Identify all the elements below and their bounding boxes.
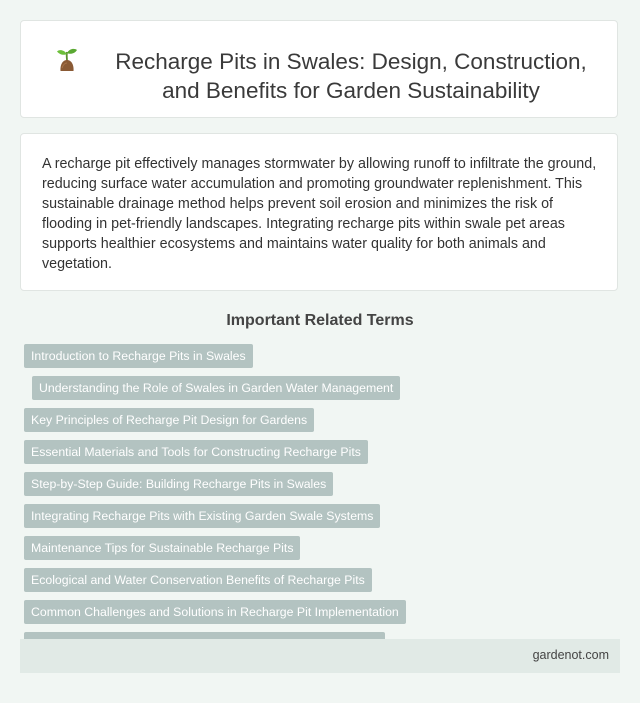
term-tag[interactable]: Key Principles of Recharge Pit Design for Gardens: [24, 408, 314, 432]
term-tag[interactable]: Essential Materials and Tools for Constructing Recharge Pits: [24, 440, 368, 464]
page-title: Recharge Pits in Swales: Design, Construction, and Benefits for Garden Sustainability: [115, 49, 587, 103]
term-tag[interactable]: Integrating Recharge Pits with Existing Garden Swale Systems: [24, 504, 380, 528]
sprout-icon: [54, 46, 80, 72]
term-tag[interactable]: Ecological and Water Conservation Benefits of Recharge Pits: [24, 568, 372, 592]
term-tag[interactable]: Common Challenges and Solutions in Recharge Pit Implementation: [24, 600, 406, 624]
footer: [20, 639, 620, 673]
term-tag[interactable]: Step-by-Step Guide: Building Recharge Pits in Swales: [24, 472, 333, 496]
title-card: [20, 20, 618, 118]
related-terms-heading: Important Related Terms: [226, 312, 414, 329]
intro-paragraph: A recharge pit effectively manages stormwater by allowing runoff to infiltrate the ground, reducing surface water accumulation and promoting groundwater replenishment. This sustainable drainage method helps prevent soil erosion and minimizes the risk of flooding in pet-friendly landscapes. Integrating recharge pits within swale pet areas supports healthier ecosystems and maintains water quality for both animals and vegetation.: [42, 156, 597, 272]
related-terms-list: [24, 344, 624, 664]
term-tag[interactable]: Maintenance Tips for Sustainable Recharge Pits: [24, 536, 300, 560]
intro-card: [20, 133, 618, 291]
term-tag[interactable]: Understanding the Role of Swales in Garden Water Management: [32, 376, 400, 400]
footer-site-link[interactable]: gardenot.com: [532, 648, 609, 662]
term-tag[interactable]: Introduction to Recharge Pits in Swales: [24, 344, 253, 368]
